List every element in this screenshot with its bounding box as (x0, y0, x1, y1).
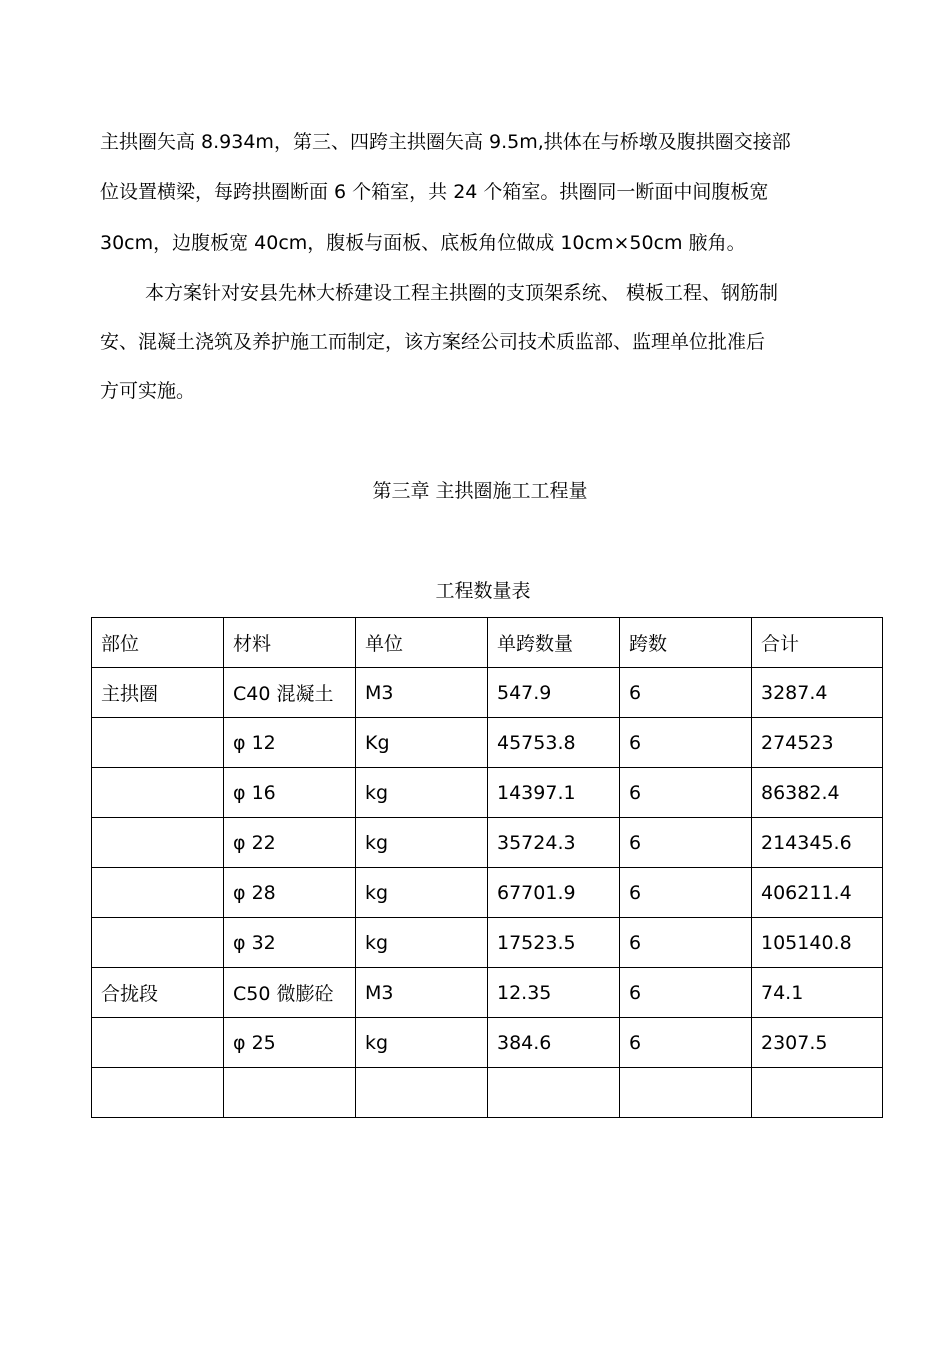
table-cell: C50 微膨砼 (224, 968, 356, 1018)
table-row (92, 868, 883, 918)
table-row (92, 918, 883, 968)
table-row (92, 1068, 883, 1118)
table-cell: 6 (620, 968, 752, 1018)
table-cell: 6 (620, 1018, 752, 1068)
table-row (92, 768, 883, 818)
table-cell (92, 1068, 224, 1118)
table-cell (92, 768, 224, 818)
body-text-line: 安、混凝土浇筑及养护施工而制定，该方案经公司技术质监部、监理单位批准后 (100, 331, 766, 353)
table-cell: 2307.5 (752, 1018, 883, 1068)
table-cell: 6 (620, 668, 752, 718)
table-cell: 86382.4 (752, 768, 883, 818)
table-cell (92, 1018, 224, 1068)
body-text-line: 方可实施。 (100, 380, 196, 402)
table-cell: M3 (356, 968, 488, 1018)
table-cell: 384.6 (488, 1018, 620, 1068)
table-title: 工程数量表 (435, 580, 531, 602)
table-header-row (92, 618, 883, 668)
table-cell: 14397.1 (488, 768, 620, 818)
table-cell: 214345.6 (752, 818, 883, 868)
table-cell: φ 28 (224, 868, 356, 918)
table-cell (620, 1068, 752, 1118)
table-cell (224, 1068, 356, 1118)
table-cell: C40 混凝土 (224, 668, 356, 718)
table-cell: 6 (620, 918, 752, 968)
table-cell: 67701.9 (488, 868, 620, 918)
table-cell: 547.9 (488, 668, 620, 718)
table-cell: 74.1 (752, 968, 883, 1018)
header-cell-span-count: 跨数 (620, 618, 752, 668)
table-cell: 274523 (752, 718, 883, 768)
table-cell (92, 718, 224, 768)
table-cell (92, 868, 224, 918)
table-cell (92, 818, 224, 868)
table-cell: 6 (620, 768, 752, 818)
table-cell: M3 (356, 668, 488, 718)
header-cell-total: 合计 (752, 618, 883, 668)
chapter-title: 第三章 主拱圈施工工程量 (372, 480, 588, 502)
body-text-line: 位设置横梁，每跨拱圈断面 6 个箱室，共 24 个箱室。拱圈同一断面中间腹板宽 (100, 181, 769, 203)
table-cell: 3287.4 (752, 668, 883, 718)
table-cell: 17523.5 (488, 918, 620, 968)
table-row (92, 1018, 883, 1068)
table-cell: 6 (620, 868, 752, 918)
quantity-table (91, 617, 883, 1118)
table-cell (752, 1068, 883, 1118)
table-cell: 45753.8 (488, 718, 620, 768)
table-cell: φ 32 (224, 918, 356, 968)
table-cell: kg (356, 818, 488, 868)
table-cell (92, 918, 224, 968)
table-cell: 6 (620, 718, 752, 768)
body-text-line: 本方案针对安县先林大桥建设工程主拱圈的支顶架系统、 模板工程、钢筋制 (145, 282, 779, 304)
table-cell: kg (356, 918, 488, 968)
table-cell: φ 25 (224, 1018, 356, 1068)
header-cell-material: 材料 (224, 618, 356, 668)
header-cell-location: 部位 (92, 618, 224, 668)
table-cell: 12.35 (488, 968, 620, 1018)
table-cell: 主拱圈 (92, 668, 224, 718)
table-cell: φ 12 (224, 718, 356, 768)
table-cell: 35724.3 (488, 818, 620, 868)
table-cell: kg (356, 768, 488, 818)
table-cell (356, 1068, 488, 1118)
table-row (92, 968, 883, 1018)
table-cell: φ 16 (224, 768, 356, 818)
table-cell: φ 22 (224, 818, 356, 868)
table-cell: kg (356, 1018, 488, 1068)
table-row (92, 668, 883, 718)
header-cell-unit: 单位 (356, 618, 488, 668)
body-text-line: 30cm，边腹板宽 40cm，腹板与面板、底板角位做成 10cm×50cm 腋角。 (100, 232, 746, 254)
header-cell-per-span-qty: 单跨数量 (488, 618, 620, 668)
table-row (92, 718, 883, 768)
table-cell: Kg (356, 718, 488, 768)
table-cell: 合拢段 (92, 968, 224, 1018)
body-text-line: 主拱圈矢高 8.934m，第三、四跨主拱圈矢高 9.5m,拱体在与桥墩及腹拱圈交接部 (100, 131, 791, 153)
table-cell: kg (356, 868, 488, 918)
table-cell: 6 (620, 818, 752, 868)
table-cell: 105140.8 (752, 918, 883, 968)
table-cell: 406211.4 (752, 868, 883, 918)
table-row (92, 818, 883, 868)
table-cell (488, 1068, 620, 1118)
